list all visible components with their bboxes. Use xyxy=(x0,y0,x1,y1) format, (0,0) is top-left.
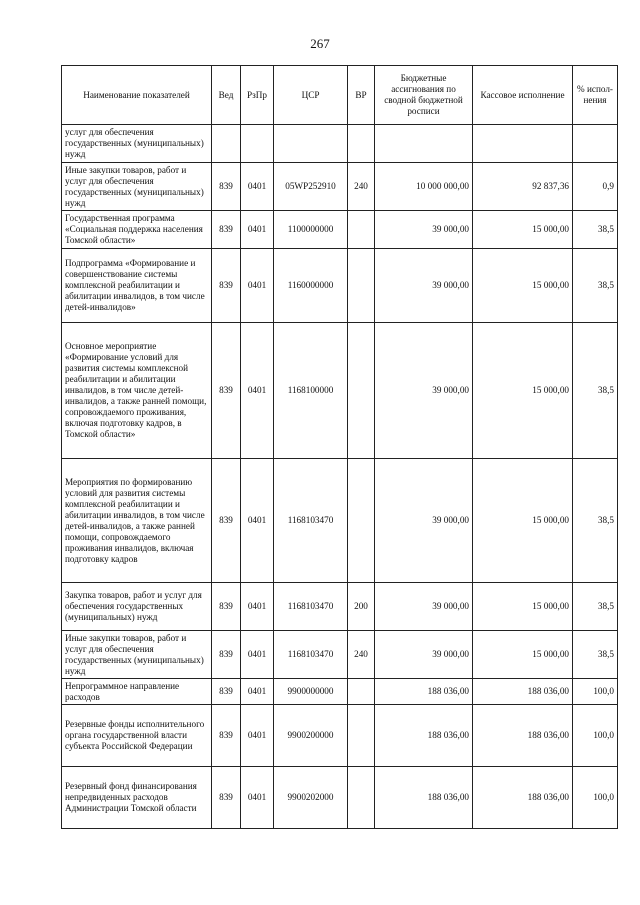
cell-percent: 0,9 xyxy=(573,163,618,211)
cell-cash: 15 000,00 xyxy=(473,583,573,631)
cell-assignments: 188 036,00 xyxy=(375,705,473,767)
cell-cash: 15 000,00 xyxy=(473,249,573,323)
cell-cash: 15 000,00 xyxy=(473,631,573,679)
column-header-cash-execution: Кассовое исполнение xyxy=(473,66,573,125)
cell-vr: 200 xyxy=(348,583,375,631)
cell-csr: 1100000000 xyxy=(274,211,348,249)
cell-rzpr: 0401 xyxy=(241,767,274,829)
column-header-vr: ВР xyxy=(348,66,375,125)
cell-ved xyxy=(212,125,241,163)
cell-percent: 38,5 xyxy=(573,631,618,679)
cell-cash: 15 000,00 xyxy=(473,211,573,249)
column-header-name: Наименование показателей xyxy=(62,66,212,125)
cell-assignments: 39 000,00 xyxy=(375,583,473,631)
cell-ved: 839 xyxy=(212,583,241,631)
cell-ved: 839 xyxy=(212,459,241,583)
cell-cash: 188 036,00 xyxy=(473,679,573,705)
cell-ved: 839 xyxy=(212,679,241,705)
cell-csr: 9900200000 xyxy=(274,705,348,767)
cell-assignments: 39 000,00 xyxy=(375,459,473,583)
cell-rzpr: 0401 xyxy=(241,631,274,679)
cell-vr xyxy=(348,249,375,323)
table-row xyxy=(62,705,618,767)
cell-name: Закупка товаров, работ и услуг для обеспечения государственных (муниципальных) нужд xyxy=(62,583,212,631)
column-header-percent: % испол-нения xyxy=(573,66,618,125)
cell-percent: 38,5 xyxy=(573,211,618,249)
cell-name: Резервный фонд финансирования непредвиденных расходов Администрации Томской области xyxy=(62,767,212,829)
cell-cash: 92 837,36 xyxy=(473,163,573,211)
cell-percent: 100,0 xyxy=(573,705,618,767)
cell-csr: 1168103470 xyxy=(274,459,348,583)
column-header-assignments: Бюджетные ассигнования по сводной бюджетной росписи xyxy=(375,66,473,125)
table-row xyxy=(62,679,618,705)
cell-csr: 9900000000 xyxy=(274,679,348,705)
cell-vr: 240 xyxy=(348,163,375,211)
cell-ved: 839 xyxy=(212,631,241,679)
cell-vr xyxy=(348,679,375,705)
cell-assignments: 188 036,00 xyxy=(375,767,473,829)
cell-vr xyxy=(348,323,375,459)
cell-ved: 839 xyxy=(212,163,241,211)
cell-name: Непрограммное направление расходов xyxy=(62,679,212,705)
cell-ved: 839 xyxy=(212,767,241,829)
cell-rzpr: 0401 xyxy=(241,705,274,767)
cell-assignments: 39 000,00 xyxy=(375,323,473,459)
cell-rzpr: 0401 xyxy=(241,583,274,631)
cell-csr: 05WP252910 xyxy=(274,163,348,211)
cell-rzpr: 0401 xyxy=(241,211,274,249)
cell-cash: 188 036,00 xyxy=(473,767,573,829)
cell-percent xyxy=(573,125,618,163)
cell-cash: 15 000,00 xyxy=(473,459,573,583)
table-row xyxy=(62,583,618,631)
table-row xyxy=(62,323,618,459)
cell-vr xyxy=(348,211,375,249)
cell-csr: 1160000000 xyxy=(274,249,348,323)
column-header-ved: Вед xyxy=(212,66,241,125)
cell-rzpr xyxy=(241,125,274,163)
cell-assignments: 188 036,00 xyxy=(375,679,473,705)
cell-percent: 100,0 xyxy=(573,679,618,705)
cell-name: услуг для обеспечения государственных (муниципальных) нужд xyxy=(62,125,212,163)
column-header-rzpr: РзПр xyxy=(241,66,274,125)
table-row xyxy=(62,767,618,829)
table-row xyxy=(62,211,618,249)
cell-rzpr: 0401 xyxy=(241,249,274,323)
cell-name: Государственная программа «Социальная поддержка населения Томской области» xyxy=(62,211,212,249)
cell-percent: 38,5 xyxy=(573,249,618,323)
cell-vr: 240 xyxy=(348,631,375,679)
cell-rzpr: 0401 xyxy=(241,679,274,705)
cell-assignments: 39 000,00 xyxy=(375,631,473,679)
page-number: 267 xyxy=(310,36,330,51)
cell-ved: 839 xyxy=(212,211,241,249)
cell-name: Иные закупки товаров, работ и услуг для обеспечения государственных (муниципальных) нужд xyxy=(62,631,212,679)
table-row xyxy=(62,459,618,583)
table-header-row xyxy=(62,66,618,125)
cell-assignments: 39 000,00 xyxy=(375,211,473,249)
cell-name: Мероприятия по формированию условий для развития системы комплексной реабилитации и абилитации инвалидов, в том числе детей-инвалидов, а также ранней помощи, сопровождаемого проживания инвалидов, включая подготовку кадров xyxy=(62,459,212,583)
cell-vr xyxy=(348,459,375,583)
cell-ved: 839 xyxy=(212,705,241,767)
cell-percent: 38,5 xyxy=(573,459,618,583)
table-row xyxy=(62,163,618,211)
cell-vr xyxy=(348,767,375,829)
cell-percent: 38,5 xyxy=(573,583,618,631)
cell-csr: 1168100000 xyxy=(274,323,348,459)
cell-name: Резервные фонды исполнительного органа государственной власти субъекта Российской Федерации xyxy=(62,705,212,767)
cell-cash: 188 036,00 xyxy=(473,705,573,767)
column-header-csr: ЦСР xyxy=(274,66,348,125)
cell-csr: 9900202000 xyxy=(274,767,348,829)
cell-percent: 100,0 xyxy=(573,767,618,829)
table-row xyxy=(62,631,618,679)
cell-ved: 839 xyxy=(212,323,241,459)
cell-rzpr: 0401 xyxy=(241,163,274,211)
cell-cash: 15 000,00 xyxy=(473,323,573,459)
cell-vr xyxy=(348,125,375,163)
cell-name: Иные закупки товаров, работ и услуг для обеспечения государственных (муниципальных) нужд xyxy=(62,163,212,211)
cell-name: Основное мероприятие «Формирование условий для развития системы комплексной реабилитации и абилитации инвалидов, в том числе детей-инвалидов, а также ранней помощи, сопровождаемого проживания, включая подготовку кадров, в Томской области» xyxy=(62,323,212,459)
cell-csr xyxy=(274,125,348,163)
cell-assignments: 39 000,00 xyxy=(375,249,473,323)
cell-cash xyxy=(473,125,573,163)
table-row xyxy=(62,125,618,163)
cell-assignments: 10 000 000,00 xyxy=(375,163,473,211)
cell-rzpr: 0401 xyxy=(241,459,274,583)
cell-ved: 839 xyxy=(212,249,241,323)
budget-execution-table xyxy=(61,65,618,829)
cell-percent: 38,5 xyxy=(573,323,618,459)
cell-csr: 1168103470 xyxy=(274,631,348,679)
table-row xyxy=(62,249,618,323)
cell-rzpr: 0401 xyxy=(241,323,274,459)
cell-name: Подпрограмма «Формирование и совершенствование системы комплексной реабилитации и абилитации инвалидов, в том числе детей-инвалидов» xyxy=(62,249,212,323)
cell-vr xyxy=(348,705,375,767)
cell-assignments xyxy=(375,125,473,163)
cell-csr: 1168103470 xyxy=(274,583,348,631)
